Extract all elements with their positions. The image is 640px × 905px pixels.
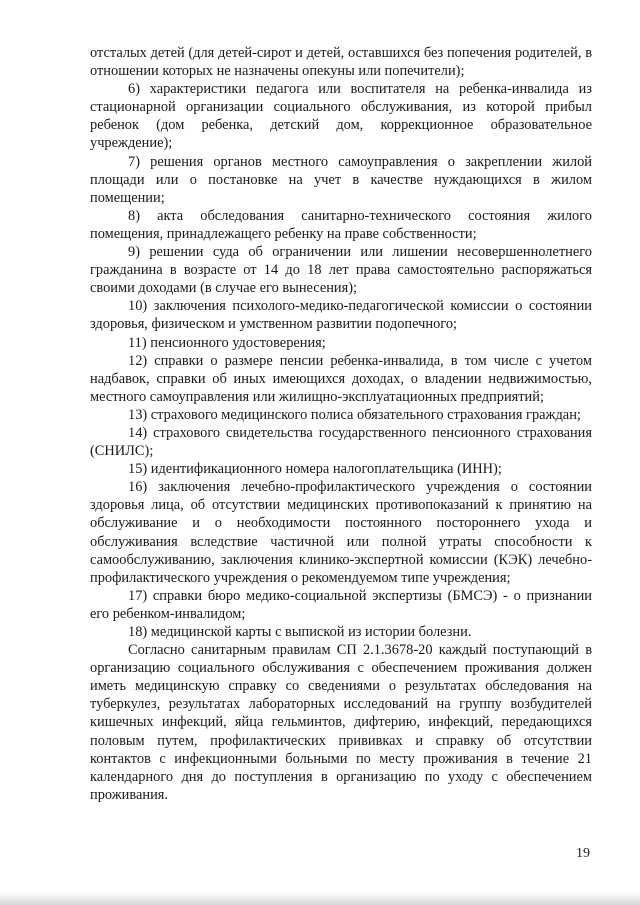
list-item-16: 16) заключения лечебно-профилактического учреждения о состоянии здоровья лица, об отсутствии медицинских противопоказаний к принятию на обслуживание и о необходимости постоянного постороннего ухода и обслуживания вследствие частичной или полной утраты способности к самообслуживанию, заключения клинико-экспертной комиссии (КЭК) лечебно-профилактического учреждения о рекомендуемом типе учреждения;	[90, 479, 592, 586]
sanitary-rules-paragraph: Согласно санитарным правилам СП 2.1.3678-20 каждый поступающий в организацию социального обслуживания с обеспечением проживания должен иметь медицинскую справку со сведениями о результатах обследования на туберкулез, результатах лабораторных исследований на группу возбудителей кишечных инфекций, яйца гельминтов, дифтерию, инфекций, передающихся половым путем, профилактических прививках и справку об отсутствии контактов с инфекционными больными по месту проживания в течение 21 календарного дня до поступления в организацию по уходу с обеспечением проживания.	[90, 642, 592, 803]
list-item-11: 11) пенсионного удостоверения;	[128, 334, 326, 351]
list-item-18: 18) медицинской карты с выпиской из истории болезни.	[128, 624, 472, 640]
paragraph-continuation: отсталых детей (для детей-сирот и детей, оставшихся без попечения родителей, в отношении которых не назначены опекуны или попечители);	[90, 45, 592, 80]
list-item-12: 12) справки о размере пенсии ребенка-инвалида, в том числе с учетом надбавок, справки об иных имеющихся доходах, о владении недвижимостью, местного самоуправления или жилищно-эксплуатационных предприятий;	[90, 352, 592, 405]
list-item-15: 15) идентификационного номера налогоплательщика (ИНН);	[128, 461, 502, 478]
list-item-8: 8) акта обследования санитарно-технического состояния жилого помещения, принадлежащего ребенку на праве собственности;	[90, 207, 592, 242]
page-number: 19	[576, 846, 590, 861]
list-item-13: 13) страхового медицинского полиса обязательного страхования граждан;	[128, 406, 581, 423]
document-body	[90, 44, 592, 804]
list-item-14: 14) страхового свидетельства государственного пенсионного страхования (СНИЛС);	[90, 424, 592, 460]
list-item-6: 6) характеристики педагога или воспитателя на ребенка-инвалида из стационарной организации социального обслуживания, из которой прибыл ребенок (дом ребенка, детский дом, коррекционное образовательное учреждение);	[90, 81, 592, 152]
list-item-17: 17) справки бюро медико-социальной экспертизы (БМСЭ) - о признании его ребенком-инвалидом;	[90, 587, 592, 622]
list-item-9: 9) решении суда об ограничении или лишении несовершеннолетнего гражданина в возрасте от 14 до 18 лет права самостоятельно распоряжаться своими доходами (в случае его вынесения);	[90, 244, 592, 297]
scan-bottom-edge	[0, 891, 640, 905]
list-item-10: 10) заключения психолого-медико-педагогической комиссии о состоянии здоровья, физическом и умственном развитии подопечного;	[90, 298, 592, 333]
list-item-7: 7) решения органов местного самоуправления о закреплении жилой площади или о постановке на учет в качестве нуждающихся в жилом помещении;	[90, 153, 592, 206]
